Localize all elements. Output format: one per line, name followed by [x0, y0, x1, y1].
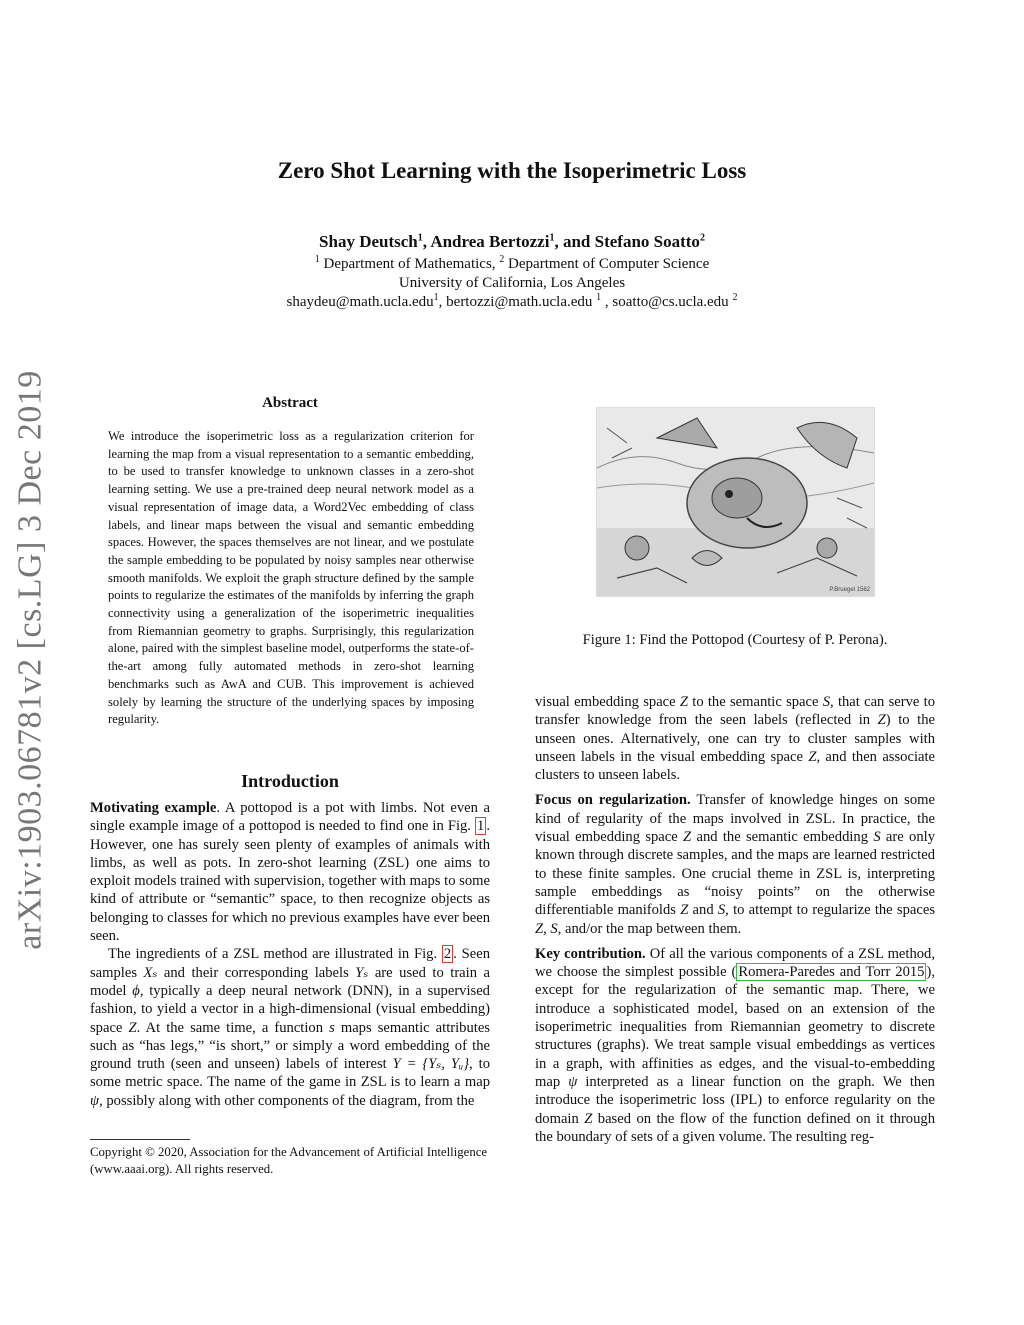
email-1: shaydeu@math.ucla.edu [286, 294, 434, 310]
figure-1-caption: Figure 1: Find the Pottopod (Courtesy of P. Perona). [582, 632, 888, 648]
right-paragraph-continuation: visual embedding space Z to the semantic space S, that can serve to transfer knowledge from the seen labels (reflected in Z) to the unseen ones. Alternatively, one can try to cluster samples with unseen labels in the visual embedding space Z, and then associate clusters to unseen labels. [535, 694, 936, 784]
author-list: Shay Deutsch$^1$, Andrea Bertozzi$^1$, and Stefano Soatto$^2$ [319, 232, 705, 251]
figure-1-image [596, 407, 875, 597]
engraving-signature: P.Bruegel 1562 [829, 587, 870, 593]
intro-paragraph-2: The ingredients of a ZSL method are illustrated in Fig. 2 . Seen samples Xₛ and their corresponding labels Yₛ are used to train a model ϕ, typically a deep neural network (DNN), in a supervised fashion, to yield a vector in a high-dimensional (visual embedding) space Z. At the same time, a function s maps semantic attributes such as “has legs,” “is short,” or simply a word embedding of the ground truth (seen and unseen) labels of interest Y = {Yₛ, Yᵤ}, to some metric space. The name of the game in ZSL is to learn a map ψ, possibly along with other components of the diagram, from the [90, 946, 490, 1109]
abstract-text: We introduce the isoperimetric loss as a regularization criterion for learning the map from a visual representation to a semantic embedding, to be used to transfer knowledge to unknown classes in a zero-shot learning setting. We use a pre-trained deep neural network model as a visual representation of image data, a Word2Vec embedding of class labels, and linear maps between the visual and semantic embedding spaces. However, the spaces themselves are not linear, and we postulate the sample embedding to be populated by noisy samples near otherwise smooth manifolds. We exploit the graph structure defined by the sample points to regularize the estimates of the manifolds by inferring the graph connectivity using a generalization of the isoperimetric inequalities from Riemannian geometry to graphs. Surprisingly, this regularization alone, paired with the simplest baseline model, outperforms the state-of-the-art among fully automated methods in zero-shot learning benchmarks such as AwA and CUB. This improvement is achieved solely by learning the structure of the underlying spaces by imposing regularity. [108, 429, 474, 727]
author-3: Stefano Soatto [594, 232, 700, 251]
citation-link[interactable]: Romera-Paredes and Torr 2015 [738, 964, 925, 981]
figure-2-link[interactable]: 2 [443, 946, 452, 963]
copyright-footnote: Copyright © 2020, Association for the Advancement of Artificial Intelligence (www.aaai.org). All rights reserved. [90, 1145, 488, 1176]
introduction-heading: Introduction [241, 771, 339, 791]
intro-paragraph-1: Motivating example. A pottopod is a pot with limbs. Not even a single example image of a pottopod is needed to find one in Fig. 1 . However, one has surely seen plenty of examples of animals with limbs, as well as pots. In zero-shot learning (ZSL) one aims to exploit models trained with supervision, together with maps to some kind of attribute or “semantic” space, to then recognize objects as belonging to classes for which no previous examples have ever been seen. [90, 800, 490, 945]
figure-1-link[interactable]: 1 [477, 818, 485, 835]
email-2: , bertozzi@math.ucla.edu [438, 294, 593, 310]
author-2: Andrea Bertozzi [430, 232, 550, 251]
key-contribution-paragraph: Key contribution. Of all the various components of a ZSL method, we choose the simplest possible ( Romera-Paredes and Torr 2015 ), except for the regularization of the semantic map. There, we introduce a sophisticated model, based on an extension of the isoperimetric inequalities from Riemannian geometry to discrete structures (graphs). We treat sample visual embeddings as vertices in a graph, with affinities as edges, and the visual-to-embedding map ψ interpreted as a linear function on the graph. We then introduce the isoperimetric loss (IPL) to enforce regularity on the domain Z based on the flow of the function defined on it through the boundary of sets of a given volume. The resulting reg- [535, 945, 935, 1145]
bruegel-engraving-illustration [597, 408, 874, 596]
paper-title: Zero Shot Learning with the Isoperimetric Loss [277, 158, 747, 183]
arxiv-stamp [6, 360, 56, 960]
focus-on-regularization-paragraph: Focus on regularization. Transfer of knowledge hinges on some kind of regularity of the maps involved in ZSL. In practice, the visual embedding space Z and the semantic embedding S are only known through discrete samples, and the maps are learned restricted to these finite samples. One crucial theme in ZSL is, interpreting sample embeddings as “noisy points” on the otherwise differentiable manifolds Z and S, to attempt to regularize the spaces Z, S, and/or the map between them. [535, 792, 936, 937]
abstract-heading: Abstract [262, 395, 318, 411]
author-emails: shaydeu@math.ucla.edu$^1$, bertozzi@math.ucla.edu $^1$ , soatto@cs.ucla.edu $^2$ [286, 292, 738, 310]
author-1: Shay Deutsch [319, 232, 418, 251]
right-column-body [535, 693, 935, 1153]
affiliation-line-2: University of California, Los Angeles [398, 275, 626, 291]
email-3: , soatto@cs.ucla.edu [604, 294, 729, 310]
footnote-rule [90, 1139, 190, 1140]
affiliation-line-1: $^1$ Department of Mathematics, $^2$ Department of Computer Science [314, 254, 710, 272]
arxiv-stamp-text: arXiv:1903.06781v2 [cs.LG] 3 Dec 2019 [12, 370, 50, 950]
introduction-body [90, 799, 490, 1110]
